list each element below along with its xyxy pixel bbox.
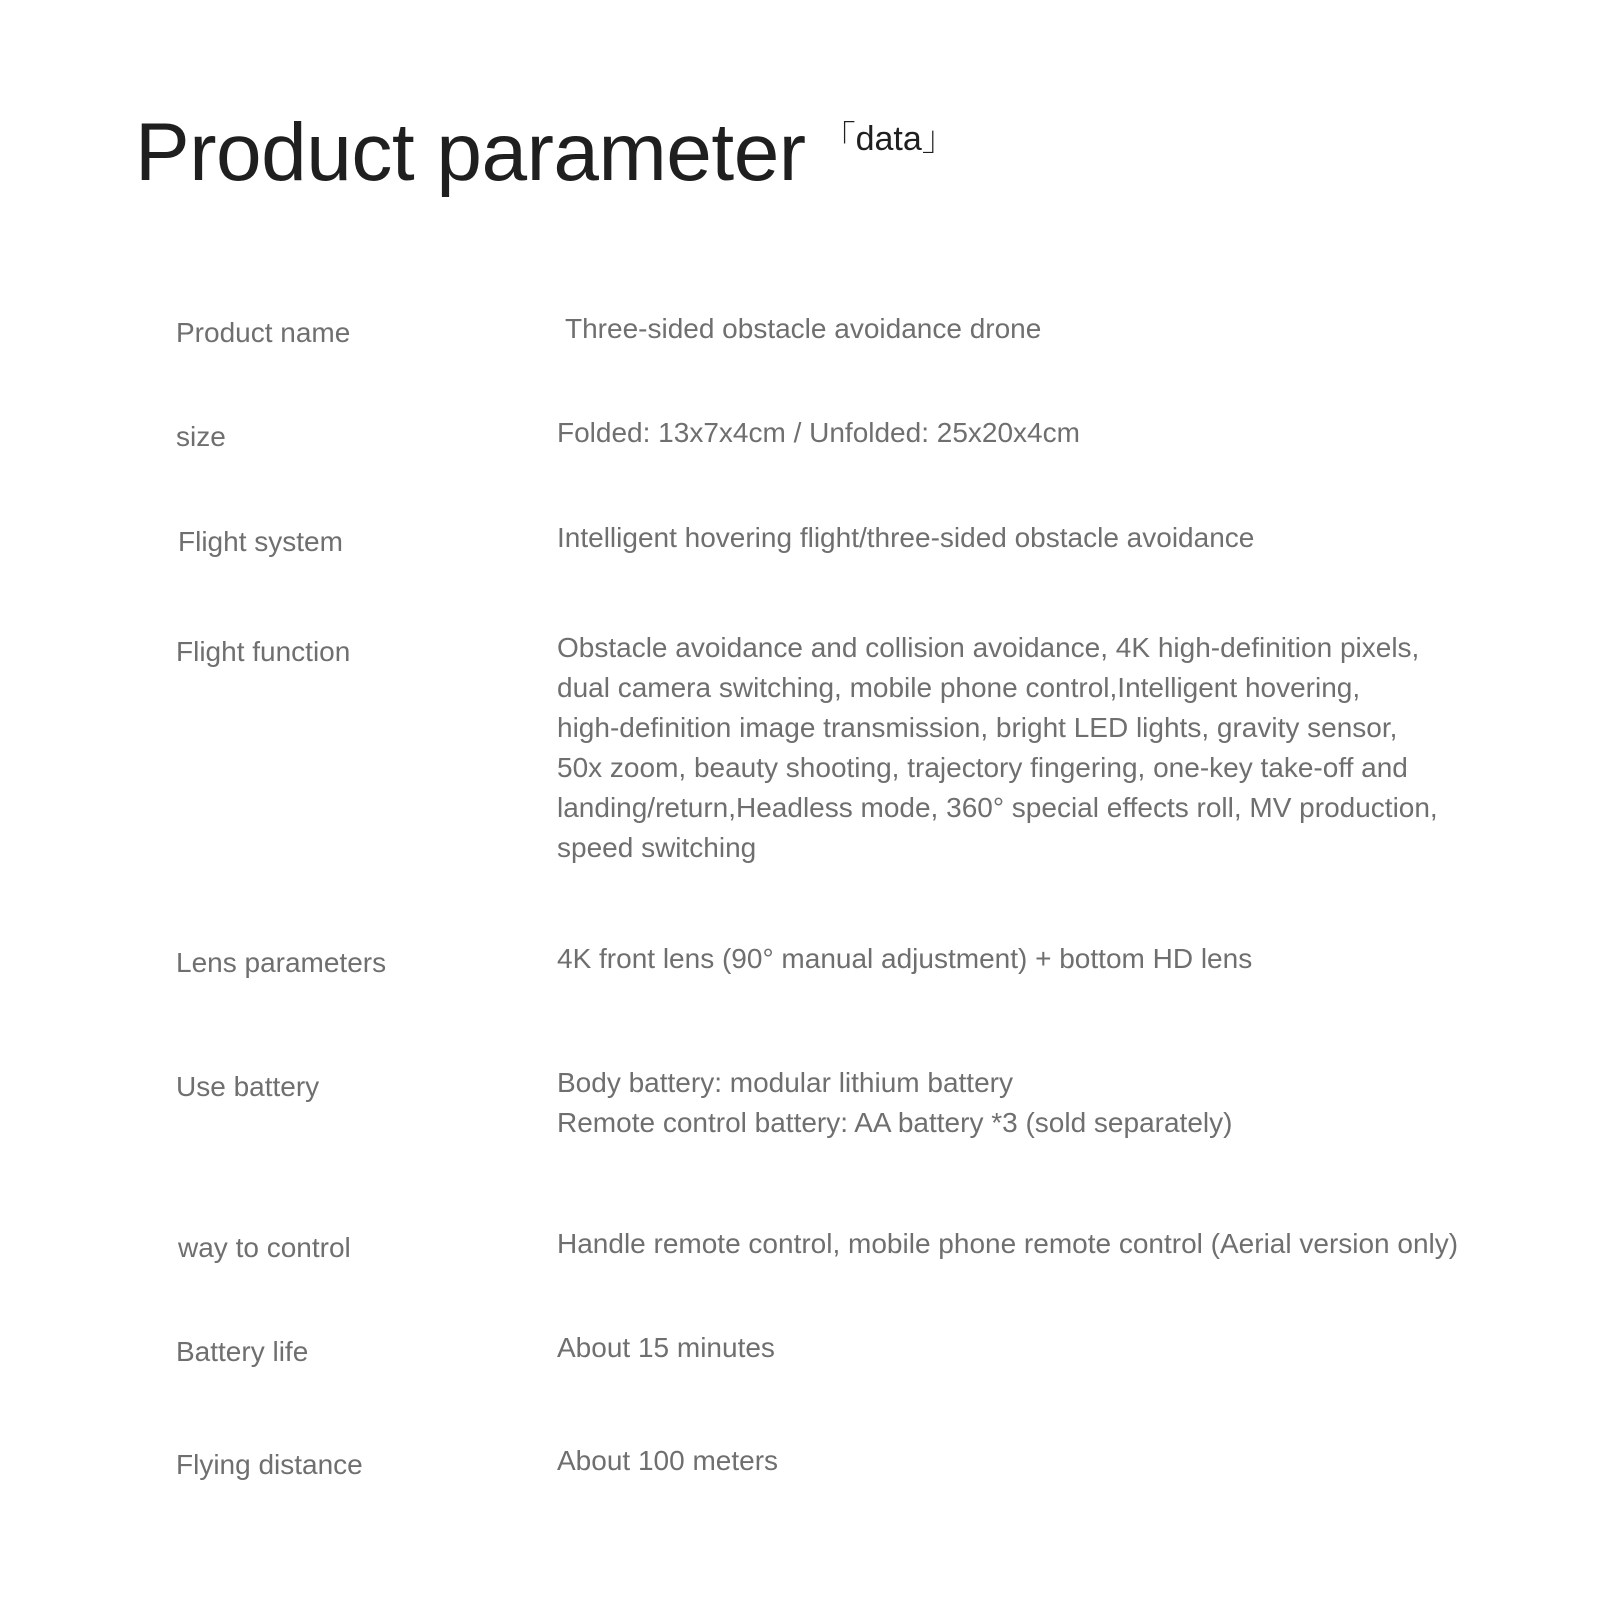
param-label-product-name: Product name — [176, 317, 351, 348]
param-label-flying-distance: Flying distance — [176, 1449, 363, 1480]
param-value-way-to-control — [557, 1224, 1458, 1264]
value-line: Remote control battery: AA battery *3 (sold separately) — [557, 1107, 1233, 1138]
param-value-product-name — [565, 309, 1041, 349]
param-value-battery-life — [557, 1328, 775, 1368]
value-line: landing/return,Headless mode, 360° special effects roll, MV production, — [557, 792, 1438, 823]
value-line: Folded: 13x7x4cm / Unfolded: 25x20x4cm — [557, 417, 1080, 448]
param-value-flight-function — [557, 628, 1438, 868]
value-line: Intelligent hovering flight/three-sided obstacle avoidance — [557, 522, 1255, 553]
value-line: Three-sided obstacle avoidance drone — [565, 313, 1042, 344]
param-label-flight-function: Flight function — [176, 636, 351, 667]
page-header — [135, 107, 956, 198]
value-line: About 100 meters — [557, 1445, 779, 1476]
value-line: speed switching — [557, 832, 757, 863]
value-line: high-definition image transmission, bright LED lights, gravity sensor, — [557, 712, 1398, 743]
value-line: dual camera switching, mobile phone control,Intelligent hovering, — [557, 672, 1361, 703]
value-line: 4K front lens (90° manual adjustment) + bottom HD lens — [557, 943, 1253, 974]
value-line: Handle remote control, mobile phone remote control (Aerial version only) — [557, 1228, 1459, 1259]
title-tag: 「data」 — [821, 120, 956, 158]
value-line: Obstacle avoidance and collision avoidance, 4K high-definition pixels, — [557, 632, 1420, 663]
param-label-battery-life: Battery life — [176, 1336, 309, 1367]
value-line: About 15 minutes — [557, 1332, 775, 1363]
param-label-flight-system: Flight system — [178, 526, 343, 557]
value-line: 50x zoom, beauty shooting, trajectory fingering, one-key take-off and — [557, 752, 1408, 783]
page-title: Product parameter — [135, 107, 806, 198]
param-value-flying-distance — [557, 1441, 778, 1481]
param-label-lens-parameters: Lens parameters — [176, 947, 387, 978]
param-label-use-battery: Use battery — [176, 1071, 320, 1102]
param-label-size: size — [176, 421, 226, 452]
param-value-lens-parameters — [557, 939, 1252, 979]
param-value-size — [557, 413, 1080, 453]
param-label-way-to-control: way to control — [178, 1232, 351, 1263]
param-value-flight-system — [557, 518, 1254, 558]
value-line: Body battery: modular lithium battery — [557, 1067, 1013, 1098]
param-value-use-battery — [557, 1063, 1232, 1143]
